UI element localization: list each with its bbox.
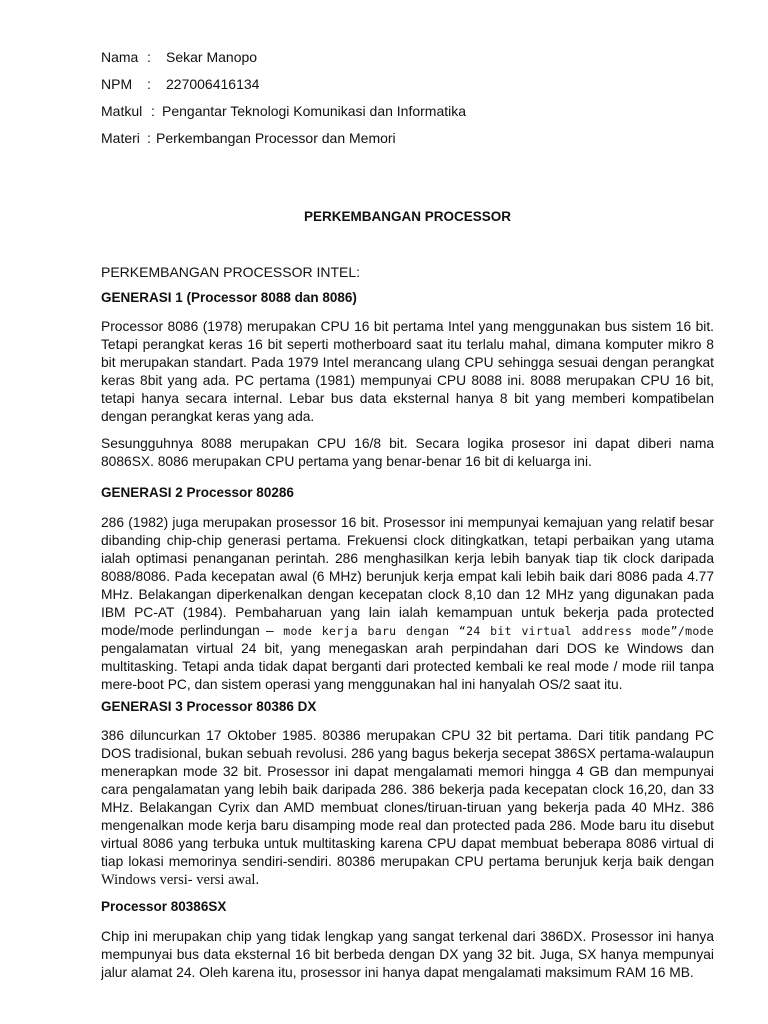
meta-nama-label: Nama xyxy=(101,49,139,65)
meta-npm-label: NPM xyxy=(101,76,133,92)
gen1-heading: GENERASI 1 (Processor 8088 dan 8086) xyxy=(101,290,357,305)
gen2-p1-mono: mode kerja baru dengan “24 bit virtual address mode”/mode xyxy=(273,624,714,638)
sx-paragraph-1: Chip ini merupakan chip yang tidak lengkap yang sangat terkenal dari 386DX. Prosessor ini hanya mempunyai bus data eksternal 16 bit berbeda dengan DX yang 32 bit. Juga, SX hanya mempunyai jalur alamat 24. Oleh karena itu, prosessor ini hanya dapat mengalamati maksimum RAM 16 MB. xyxy=(101,929,714,980)
gen2-paragraph-1 xyxy=(101,514,714,694)
meta-nama-sep: : xyxy=(147,49,151,65)
document-page xyxy=(101,0,714,1024)
gen1-paragraph-2: Sesungguhnya 8088 merupakan CPU 16/8 bit. Secara logika prosesor ini dapat diberi nama 8086SX. 8086 merupakan CPU pertama yang benar-benar 16 bit di keluarga ini. xyxy=(101,436,714,469)
gen2-heading: GENERASI 2 Processor 80286 xyxy=(101,485,294,500)
meta-matkul-label: Matkul xyxy=(101,103,143,119)
gen3-heading: GENERASI 3 Processor 80386 DX xyxy=(101,699,317,714)
gen1-paragraph-1: Processor 8086 (1978) merupakan CPU 16 bit pertama Intel yang menggunakan bus sistem 16 bit. Tetapi perangkat keras 16 bit seperti motherboard saat itu terlalu mahal, dimana komputer mikro 8 bit merupakan standart. Pada 1979 Intel merancang ulang CPU sehingga sesuai dengan perangkat keras 8bit yang ada. PC pertama (1981) mempunyai CPU 8088 ini. 8088 merupakan CPU 16 bit, tetapi hanya secara internal. Lebar bus data eksternal hanya 8 bit yang memberi kompatibelan dengan perangkat keras yang ada. xyxy=(101,319,714,424)
gen2-p1-part-b: pengalamatan virtual 24 bit, yang menegaskan arah perpindahan dari DOS ke Windows dan multitasking. Tetapi anda tidak dapat berganti dari protected kembali ke real mode / mode riil tanpa mere-boot PC, dan sistem operasi yang menggunakan hal ini hanyalah OS/2 saat itu. xyxy=(101,641,714,692)
meta-npm xyxy=(101,75,259,93)
meta-materi-sep: : xyxy=(147,130,151,146)
document-title: PERKEMBANGAN PROCESSOR xyxy=(303,209,512,224)
meta-matkul xyxy=(101,102,466,120)
meta-nama xyxy=(101,48,257,66)
meta-materi-label: Materi xyxy=(101,130,140,146)
meta-matkul-sep: : xyxy=(151,103,155,119)
meta-nama-value: Sekar Manopo xyxy=(166,49,258,65)
gen3-paragraph-1 xyxy=(101,727,714,889)
intro-line: PERKEMBANGAN PROCESSOR INTEL: xyxy=(101,264,361,280)
meta-npm-sep: : xyxy=(147,76,151,92)
meta-matkul-value: Pengantar Teknologi Komunikasi dan Informatika xyxy=(162,103,467,119)
gen3-p1-serif: Windows versi- versi awal. xyxy=(101,872,260,888)
meta-materi xyxy=(101,129,396,147)
gen3-p1-part-a: 386 diluncurkan 17 Oktober 1985. 80386 merupakan CPU 32 bit pertama. Dari titik pandang PC DOS tradisional, bukan sebuah revolusi. 286 yang bagus bekerja secepat 386SX pertama-walaupun menerapkan mode 32 bit. Prosessor ini dapat mengalamati memori hingga 4 GB dan mempunyai cara pengalamatan yang lebih baik daripada 286. 386 bekerja pada kecepatan clock 16,20, dan 33 MHz. Belakangan Cyrix dan AMD membuat clones/tiruan-tiruan yang bekerja pada 40 MHz. 386 mengenalkan mode kerja baru disamping mode real dan protected pada 286. Mode baru itu disebut virtual 8086 yang terbuka untuk multitasking karena CPU dapat membuat beberapa 8086 virtual di tiap lokasi memorinya sendiri-sendiri. 80386 merupakan CPU pertama berunjuk kerja baik dengan xyxy=(101,728,714,869)
gen2-p1-part-a: 286 (1982) juga merupakan prosessor 16 bit. Prosessor ini mempunyai kemajuan yang relatif besar dibanding chip-chip generasi pertama. Frekuensi clock ditingkatkan, tetapi perbaikan yang utama ialah optimasi penanganan perintah. 286 menghasilkan kerja lebih banyak tiap tik clock daripada 8088/8086. Pada kecepatan awal (6 MHz) berunjuk kerja empat kali lebih baik dari 8086 pada 4.77 MHz. Belakangan diperkenalkan dengan kecepatan clock 8,10 dan 12 MHz yang digunakan pada IBM PC-AT (1984). Pembaharuan yang lain ialah kemampuan untuk bekerja pada protected mode/mode perlindungan – xyxy=(101,515,714,638)
meta-materi-value: Perkembangan Processor dan Memori xyxy=(156,130,396,146)
meta-npm-value: 227006416134 xyxy=(166,76,260,92)
sx-heading: Processor 80386SX xyxy=(101,899,227,914)
